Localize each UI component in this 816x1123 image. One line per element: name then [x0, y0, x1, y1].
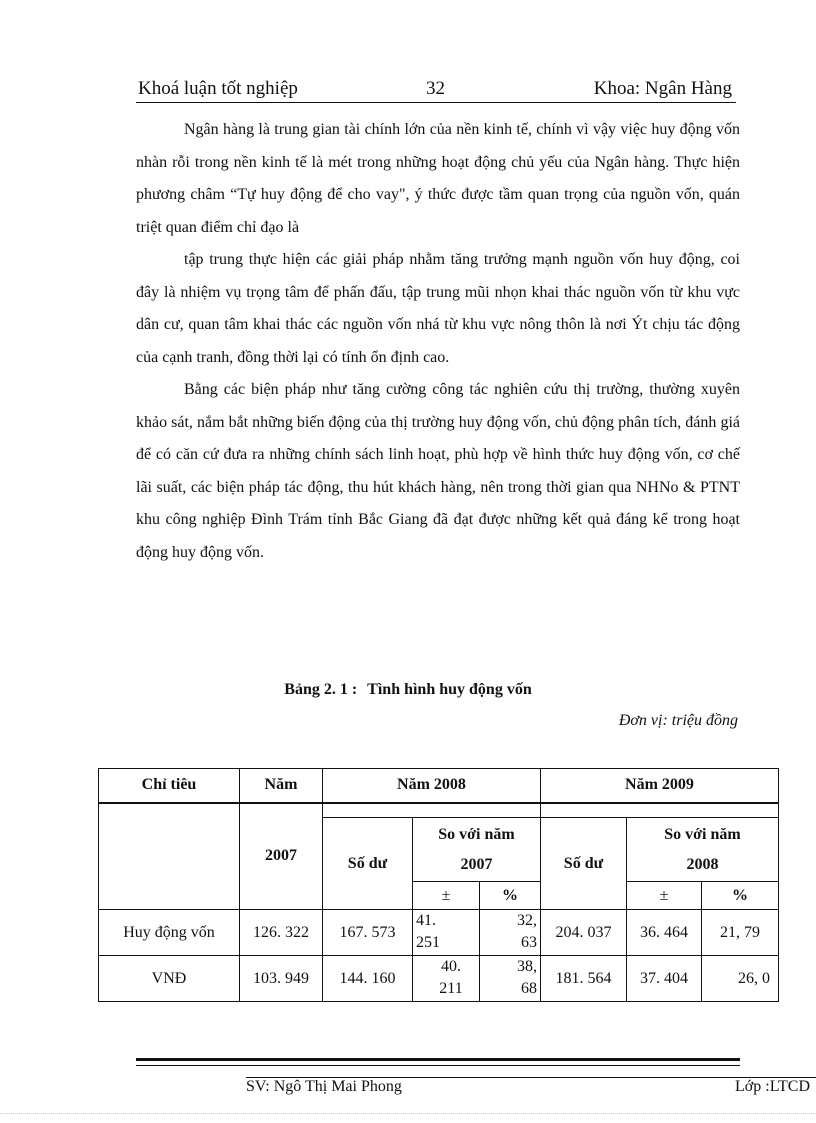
cell-2008: 167. 573 [323, 910, 413, 956]
header-divider [136, 102, 736, 103]
col-header-so-du-2009: Số dư [541, 818, 627, 910]
pct-part1: 38, [517, 958, 537, 975]
so-voi-line1: So với năm [664, 825, 741, 843]
page-bottom-dots [0, 1113, 816, 1114]
cell-pct-2008 [480, 956, 541, 1002]
cell-delta-2009: 36. 464 [627, 910, 702, 956]
col-header-2008: Năm 2008 [323, 769, 541, 803]
cell-2007: 103. 949 [240, 956, 323, 1002]
so-voi-line2: 2007 [460, 855, 493, 873]
spacer-cell [541, 803, 779, 818]
delta-part2: 211 [439, 980, 463, 997]
col-header-nam: Năm [240, 769, 323, 803]
paragraph: tập trung thực hiện các giải pháp nhằm tăng trưởng mạnh nguồn vốn huy động, coi đây là nhiệm vụ trọng tâm để phấn đấu, tập trung mũi nhọn khai thác nguồn vốn từ khu vực dân cư, quan tâm khai thác các nguồn vốn nhá từ khu vực nông thôn là nơi Ýt chịu tác động của cạnh tranh, đồng thời lại có tính ổn định cao. [136, 251, 740, 366]
table-caption-label: Bảng 2. 1 : [284, 681, 358, 698]
table-row [99, 910, 779, 956]
col-header-so-du-2008: Số dư [323, 818, 413, 910]
col-header-pm: ± [413, 882, 480, 910]
cell-delta-2009: 37. 404 [627, 956, 702, 1002]
delta-part1: 40. [441, 958, 461, 975]
row-label: VNĐ [99, 956, 240, 1002]
footer-divider-thick [136, 1058, 740, 1061]
cell-pct-2008 [480, 910, 541, 956]
pct-part2: 63 [521, 934, 537, 950]
col-header-pct: % [480, 882, 541, 910]
col-header-so-voi-2007 [413, 818, 541, 882]
cell-delta-2008 [413, 956, 480, 1002]
cell-2008: 144. 160 [323, 956, 413, 1002]
col-header-2009: Năm 2009 [541, 769, 779, 803]
page-footer [0, 1078, 816, 1102]
page-number: 32 [426, 78, 445, 99]
cell-2009: 204. 037 [541, 910, 627, 956]
body-text [136, 114, 740, 569]
pct-part1: 32, [517, 912, 537, 929]
cell-2007: 126. 322 [240, 910, 323, 956]
header-faculty: Khoa: Ngân Hàng [593, 78, 732, 99]
footer-divider-thin [136, 1065, 740, 1066]
table-caption-title: Tình hình huy động vốn [367, 681, 532, 698]
footer-student: SV: Ngô Thị Mai Phong [246, 1078, 402, 1095]
table-unit: Đơn vị: triệu đồng [618, 712, 738, 729]
cell-pct-2009: 26, 0 [702, 956, 779, 1002]
col-header-pct: % [702, 882, 779, 910]
cell-delta-2008 [413, 910, 480, 956]
delta-part1: 41. [416, 912, 436, 929]
so-voi-line1: So với năm [438, 825, 515, 843]
col-header-pm: ± [627, 882, 702, 910]
row-label: Huy động vốn [99, 910, 240, 956]
cell-pct-2009: 21, 79 [702, 910, 779, 956]
paragraph: Ngân hàng là trung gian tài chính lớn của nền kinh tế, chính vì vậy việc huy động vốn nhàn rỗi trong nền kinh tế là mét trong những hoạt động chủ yếu của Ngân hàng. Thực hiện phương châm “Tự huy động để cho vay", ý thức được tầm quan trọng của nguồn vốn, quán triệt quan điểm chỉ đạo là [136, 121, 740, 236]
footer-class: Lớp :LTCD [735, 1078, 810, 1095]
col-header-2007: 2007 [240, 803, 323, 910]
header-thesis-title: Khoá luận tốt nghiệp [138, 78, 298, 99]
funding-table [98, 768, 779, 1002]
so-voi-line2: 2008 [686, 855, 719, 873]
table-caption [0, 681, 816, 699]
paragraph: Bằng các biện pháp như tăng cường công tác nghiên cứu thị trường, thường xuyên khảo sát, nắm bắt những biến động của thị trường huy động vốn, chủ động phân tích, đánh giá để có căn cứ đưa ra những chính sách linh hoạt, phù hợp về hình thức huy động vốn, cơ chế lãi suất, các biện pháp tác động, thu hút khách hàng, nên trong thời gian qua NHNo & PTNT khu công nghiệp Đình Trám tỉnh Bắc Giang đã đạt được những kết quả đáng kể trong hoạt động huy động vốn. [136, 381, 740, 561]
delta-part2: 251 [416, 934, 440, 950]
page-header [138, 76, 736, 104]
pct-part2: 68 [521, 980, 537, 997]
spacer-cell [323, 803, 541, 818]
cell-2009: 181. 564 [541, 956, 627, 1002]
col-header-so-voi-2008 [627, 818, 779, 882]
col-header-chi-tieu: Chỉ tiêu [99, 769, 240, 803]
table-row [99, 956, 779, 1002]
empty-cell [99, 803, 240, 910]
